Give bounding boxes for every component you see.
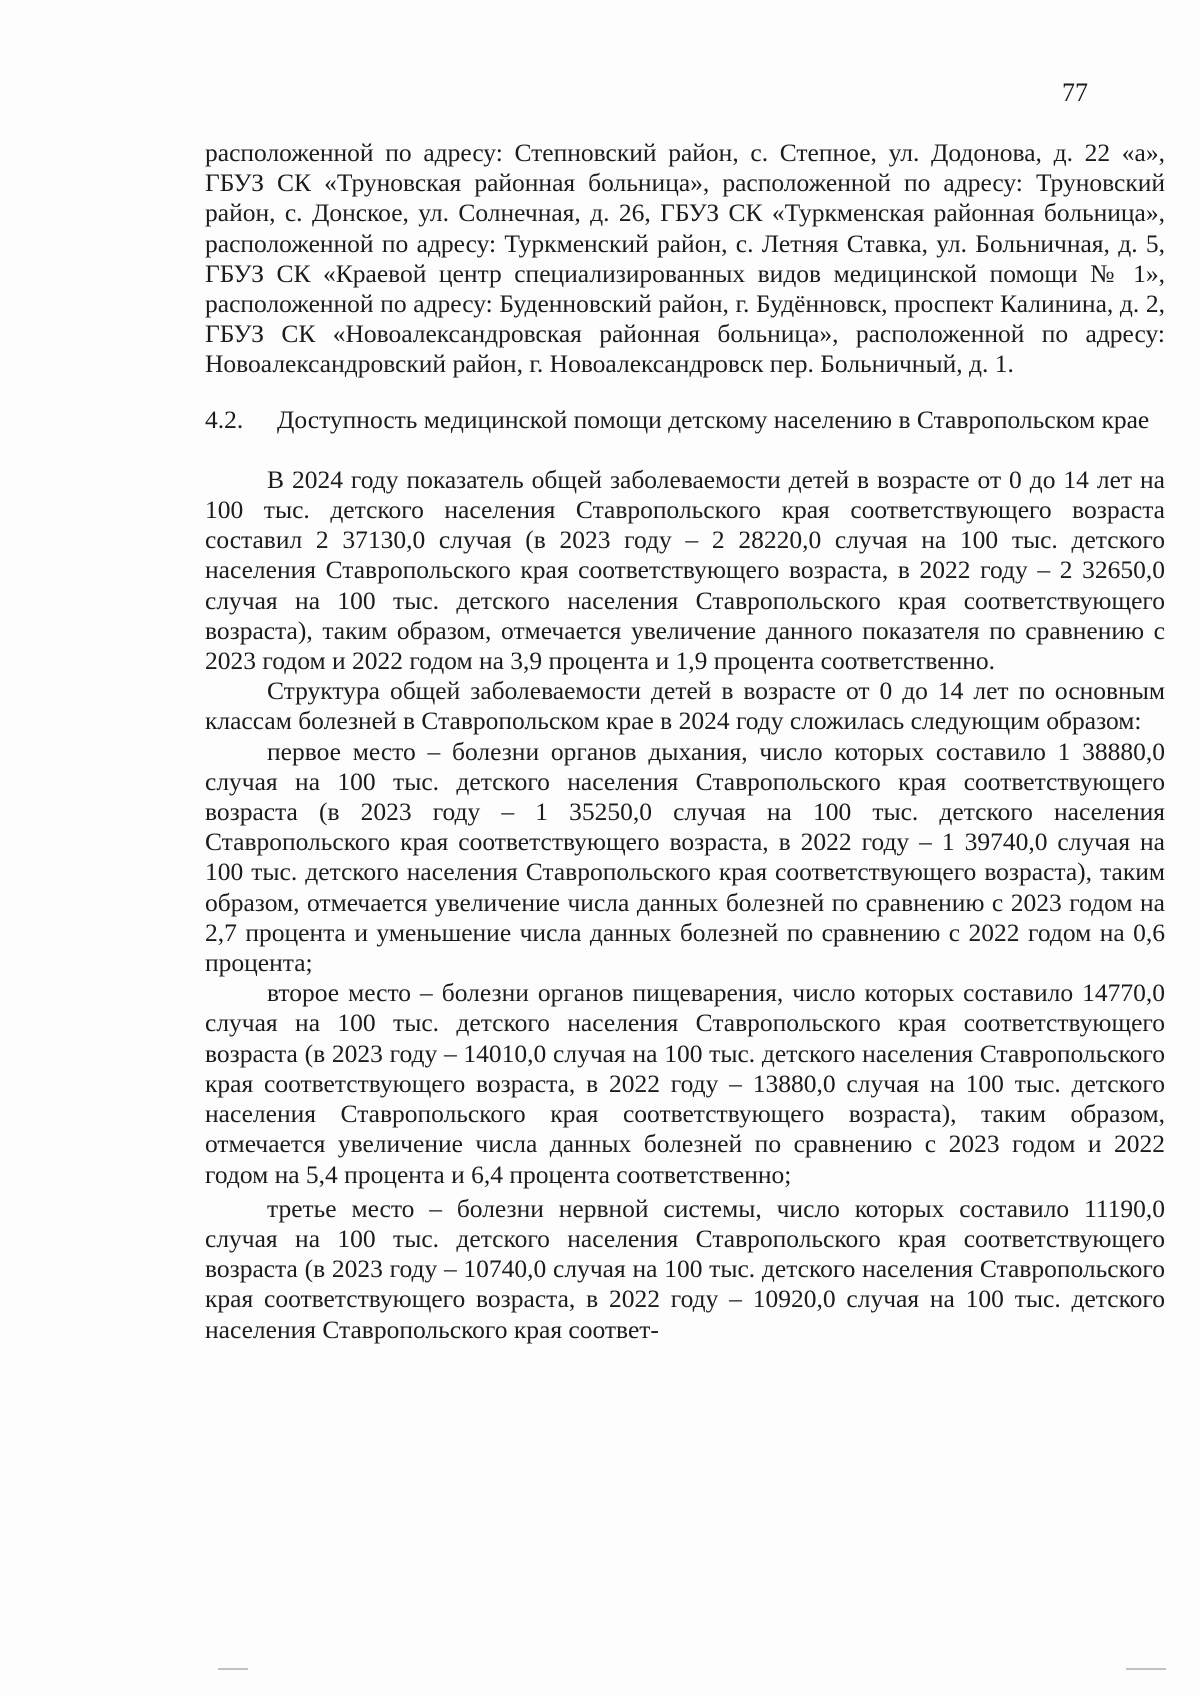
scan-mark-right: [1126, 1668, 1166, 1670]
paragraph-continuation: расположенной по адресу: Степновский район, с. Степное, ул. Додонова, д. 22 «а», ГБУЗ СК «Труновская районная больница», расположенной по адресу: Труновский район, с. Донское, ул. Солнечная, д. 26, ГБУЗ СК «Туркменская районная больница», расположенной по адресу: Туркменский район, с. Летняя Ставка, ул. Больничная, д. 5, ГБУЗ СК «Краевой центр специализированных видов медицинской помощи № 1», расположенной по адресу: Буденновский район, г. Будённовск, проспект Калинина, д. 2, ГБУЗ СК «Новоалександровская районная больница», расположенной по адресу: Новоалександровский район, г. Новоалександровск пер. Больничный, д. 1.: [205, 138, 1165, 379]
section-number: 4.2.: [205, 404, 244, 434]
paragraph-overall-morbidity: В 2024 году показатель общей заболеваемости детей в возрасте от 0 до 14 лет на 100 тыс. детского населения Ставропольского края соответствующего возраста составил 2 37130,0 случая (в 2023 году – 2 28220,0 случая на 100 тыс. детского населения Ставропольского края соответствующего возраста, в 2022 году – 2 32650,0 случая на 100 тыс. детского населения Ставропольского края соответствующего возраста), таким образом, отмечается увеличение данного показателя по сравнению с 2023 годом и 2022 годом на 3,9 процента и 1,9 процента соответственно.: [205, 464, 1165, 676]
paragraph-first-place: первое место – болезни органов дыхания, число которых составило 1 38880,0 случая на 100 тыс. детского населения Ставропольского края соответствующего возраста (в 2023 году – 1 35250,0 случая на 100 тыс. детского населения Ставропольского края соответствующего возраста, в 2022 году – 1 39740,0 случая на 100 тыс. детского населения Ставропольского края соответствующего возраста), таким образом, отмечается увеличение числа данных болезней по сравнению с 2023 годом на 2,7 процента и уменьшение числа данных болезней по сравнению с 2022 годом на 0,6 процента;: [205, 736, 1165, 978]
page-content: [205, 138, 1165, 1345]
scan-mark-left: [218, 1668, 248, 1670]
paragraph-structure-intro: Структура общей заболеваемости детей в возрасте от 0 до 14 лет по основным классам болезней в Ставропольском крае в 2024 году сложилась следующим образом:: [205, 676, 1165, 736]
section-heading: [205, 405, 1165, 435]
paragraph-second-place: второе место – болезни органов пищеварения, число которых составило 14770,0 случая на 100 тыс. детского населения Ставропольского края соответствующего возраста (в 2023 году – 14010,0 случая на 100 тыс. детского населения Ставропольского края соответствующего возраста, в 2022 году – 13880,0 случая на 100 тыс. детского населения Ставропольского края соответствующего возраста), таким образом, отмечается увеличение числа данных болезней по сравнению с 2023 годом и 2022 годом на 5,4 процента и 6,4 процента соответственно;: [205, 978, 1165, 1189]
section-title: Доступность медицинской помощи детскому населению в Ставропольском крае: [277, 404, 1150, 434]
paragraph-third-place: третье место – болезни нервной системы, число которых составило 11190,0 случая на 100 тыс. детского населения Ставропольского края соответствующего возраста (в 2023 году – 10740,0 случая на 100 тыс. детского населения Ставропольского края соответствующего возраста, в 2022 году – 10920,0 случая на 100 тыс. детского населения Ставропольского края соответ-: [205, 1193, 1165, 1344]
page-number: 77: [1062, 78, 1088, 107]
